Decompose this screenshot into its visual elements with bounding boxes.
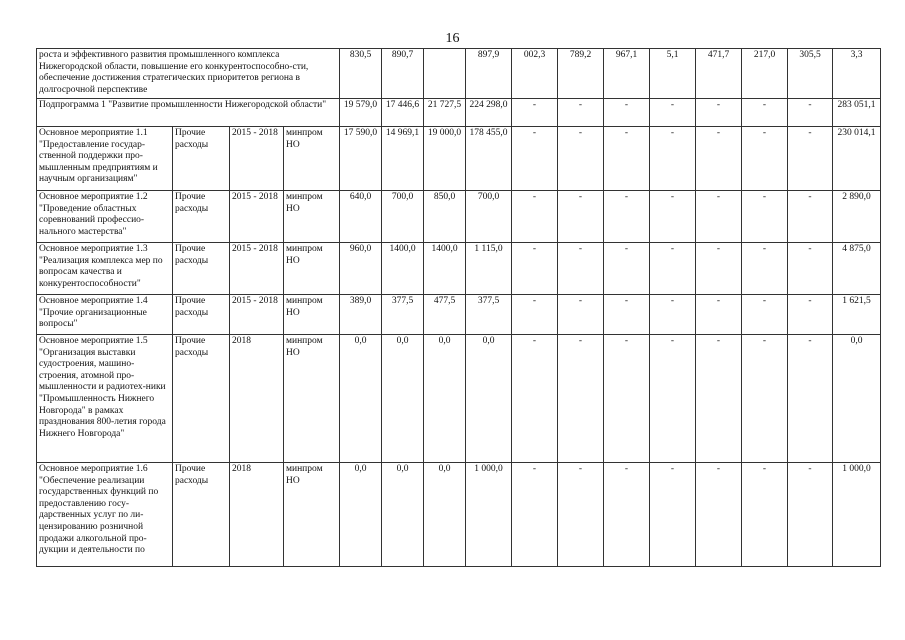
value-cell: 377,5 xyxy=(382,295,424,335)
value-cell: - xyxy=(742,127,788,191)
value-cell: - xyxy=(650,99,696,127)
value-cell: - xyxy=(604,243,650,295)
table-row xyxy=(37,463,881,567)
value-cell: - xyxy=(650,295,696,335)
value-cell: - xyxy=(512,243,558,295)
value-cell: 0,0 xyxy=(424,463,466,567)
value-cell: 0,0 xyxy=(382,463,424,567)
value-cell: - xyxy=(696,191,742,243)
value-cell: 377,5 xyxy=(466,295,512,335)
period-cell: 2015 - 2018 xyxy=(230,295,284,335)
value-cell: - xyxy=(558,191,604,243)
value-cell: 1 115,0 xyxy=(466,243,512,295)
value-cell: - xyxy=(742,463,788,567)
value-cell: 389,0 xyxy=(340,295,382,335)
executor-cell: минпром НО xyxy=(284,243,340,295)
value-cell: 789,2 xyxy=(558,49,604,99)
value-cell: 0,0 xyxy=(340,463,382,567)
period-cell: 2015 - 2018 xyxy=(230,191,284,243)
value-cell: - xyxy=(512,99,558,127)
executor-cell: минпром НО xyxy=(284,463,340,567)
value-cell: 0,0 xyxy=(382,335,424,463)
value-cell: 217,0 xyxy=(742,49,788,99)
category-cell: Прочие расходы xyxy=(173,243,230,295)
period-cell: 2018 xyxy=(230,335,284,463)
period-cell: 2015 - 2018 xyxy=(230,127,284,191)
value-cell: - xyxy=(788,335,833,463)
value-cell: - xyxy=(558,243,604,295)
value-cell: 1 621,5 xyxy=(833,295,881,335)
category-cell: Прочие расходы xyxy=(173,127,230,191)
value-cell: 283 051,1 xyxy=(833,99,881,127)
value-cell: 224 298,0 xyxy=(466,99,512,127)
value-cell: - xyxy=(512,463,558,567)
value-cell: - xyxy=(696,243,742,295)
value-cell xyxy=(424,49,466,99)
category-cell: Прочие расходы xyxy=(173,463,230,567)
category-cell: Прочие расходы xyxy=(173,191,230,243)
value-cell: 830,5 xyxy=(340,49,382,99)
value-cell: - xyxy=(742,335,788,463)
table-row xyxy=(37,335,881,463)
value-cell: - xyxy=(788,127,833,191)
value-cell: 002,3 xyxy=(512,49,558,99)
value-cell: 17 446,6 xyxy=(382,99,424,127)
value-cell: - xyxy=(558,295,604,335)
category-cell: Прочие расходы xyxy=(173,295,230,335)
table-row xyxy=(37,49,881,99)
value-cell: - xyxy=(650,191,696,243)
period-cell: 2015 - 2018 xyxy=(230,243,284,295)
value-cell: - xyxy=(604,191,650,243)
value-cell: 967,1 xyxy=(604,49,650,99)
table-row xyxy=(37,127,881,191)
table-row xyxy=(37,243,881,295)
executor-cell: минпром НО xyxy=(284,127,340,191)
value-cell: 14 969,1 xyxy=(382,127,424,191)
value-cell: 230 014,1 xyxy=(833,127,881,191)
row-name-cell: роста и эффективного развития промышленного комплекса Нижегородской области, повышение его конкурентоспособно-сти, обеспечение достижения стратегических приоритетов региона в долгосрочной перспективе xyxy=(37,49,340,99)
value-cell: 21 727,5 xyxy=(424,99,466,127)
value-cell: - xyxy=(604,463,650,567)
value-cell: 0,0 xyxy=(340,335,382,463)
value-cell: 700,0 xyxy=(382,191,424,243)
value-cell: 1 000,0 xyxy=(833,463,881,567)
value-cell: 178 455,0 xyxy=(466,127,512,191)
value-cell: 19 000,0 xyxy=(424,127,466,191)
period-cell: 2018 xyxy=(230,463,284,567)
row-name-cell: Основное мероприятие 1.6 "Обеспечение реализации государственных функций по предоставлению госу-дарственных услуг по ли-цензированию розничной продажи алкогольной про-дукции и деятельности по xyxy=(37,463,173,567)
value-cell: - xyxy=(512,127,558,191)
value-cell: 0,0 xyxy=(833,335,881,463)
row-name-cell: Основное мероприятие 1.4 "Прочие организационные вопросы" xyxy=(37,295,173,335)
value-cell: - xyxy=(558,99,604,127)
value-cell: 1400,0 xyxy=(424,243,466,295)
value-cell: 897,9 xyxy=(466,49,512,99)
row-name-cell: Основное мероприятие 1.5 "Организация выставки судостроения, машино-строения, атомной про-мышленности и радиотех-ники "Промышленность Нижнего Новгорода" в рамках празднования 800-летия города Нижнего Новгорода" xyxy=(37,335,173,463)
value-cell: 4 875,0 xyxy=(833,243,881,295)
value-cell: - xyxy=(604,99,650,127)
value-cell: - xyxy=(512,191,558,243)
value-cell: 477,5 xyxy=(424,295,466,335)
row-name-cell: Основное мероприятие 1.3 "Реализация комплекса мер по вопросам качества и конкурентоспособности" xyxy=(37,243,173,295)
value-cell: - xyxy=(788,243,833,295)
value-cell: 1400,0 xyxy=(382,243,424,295)
value-cell: 3,3 xyxy=(833,49,881,99)
value-cell: - xyxy=(650,335,696,463)
value-cell: - xyxy=(788,463,833,567)
page-number: 16 xyxy=(445,31,460,46)
value-cell: 890,7 xyxy=(382,49,424,99)
value-cell: - xyxy=(742,191,788,243)
table-row xyxy=(37,99,881,127)
value-cell: 850,0 xyxy=(424,191,466,243)
executor-cell: минпром НО xyxy=(284,295,340,335)
value-cell: - xyxy=(696,295,742,335)
value-cell: - xyxy=(650,127,696,191)
row-name-cell: Основное мероприятие 1.1 "Предоставление государ-ственной поддержки про-мышленным предприятиям и научным организациям" xyxy=(37,127,173,191)
value-cell: 2 890,0 xyxy=(833,191,881,243)
value-cell: - xyxy=(558,335,604,463)
executor-cell: минпром НО xyxy=(284,191,340,243)
value-cell: - xyxy=(788,99,833,127)
category-cell: Прочие расходы xyxy=(173,335,230,463)
value-cell: 305,5 xyxy=(788,49,833,99)
value-cell: - xyxy=(696,99,742,127)
value-cell: - xyxy=(604,127,650,191)
value-cell: 17 590,0 xyxy=(340,127,382,191)
value-cell: - xyxy=(512,295,558,335)
value-cell: 19 579,0 xyxy=(340,99,382,127)
value-cell: - xyxy=(696,335,742,463)
row-name-cell: Основное мероприятие 1.2 "Проведение областных соревнований профессио-нального мастерства" xyxy=(37,191,173,243)
table-row xyxy=(37,295,881,335)
value-cell: - xyxy=(604,335,650,463)
table-row xyxy=(37,191,881,243)
budget-table xyxy=(36,48,881,567)
value-cell: 960,0 xyxy=(340,243,382,295)
value-cell: - xyxy=(742,295,788,335)
value-cell: - xyxy=(788,191,833,243)
value-cell: 0,0 xyxy=(424,335,466,463)
value-cell: 5,1 xyxy=(650,49,696,99)
value-cell: 0,0 xyxy=(466,335,512,463)
value-cell: - xyxy=(558,127,604,191)
value-cell: - xyxy=(512,335,558,463)
executor-cell: минпром НО xyxy=(284,335,340,463)
row-name-cell: Подпрограмма 1 "Развитие промышленности Нижегородской области" xyxy=(37,99,340,127)
value-cell: - xyxy=(788,295,833,335)
value-cell: 700,0 xyxy=(466,191,512,243)
value-cell: 640,0 xyxy=(340,191,382,243)
value-cell: 471,7 xyxy=(696,49,742,99)
value-cell: - xyxy=(558,463,604,567)
value-cell: - xyxy=(650,243,696,295)
value-cell: - xyxy=(742,243,788,295)
value-cell: - xyxy=(650,463,696,567)
value-cell: 1 000,0 xyxy=(466,463,512,567)
value-cell: - xyxy=(742,99,788,127)
value-cell: - xyxy=(696,127,742,191)
value-cell: - xyxy=(604,295,650,335)
value-cell: - xyxy=(696,463,742,567)
